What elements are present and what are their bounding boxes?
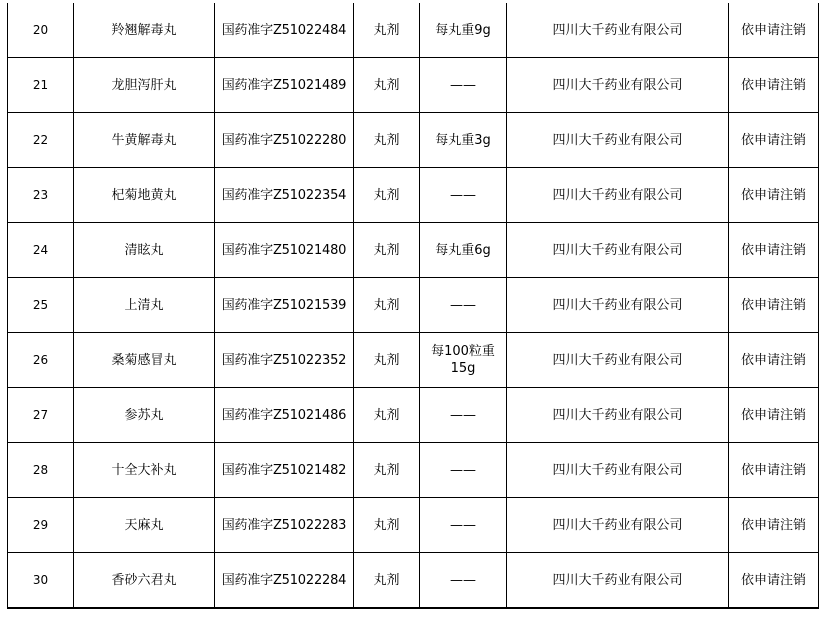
dosage-form: 丸剂 <box>354 443 420 498</box>
drug-name: 十全大补丸 <box>74 443 215 498</box>
cancellation-reason: 依申请注销 <box>729 443 819 498</box>
approval-number: 国药准字Z51021486 <box>215 388 354 443</box>
specification: 每100粒重15g <box>420 333 507 388</box>
company-name: 四川大千药业有限公司 <box>507 113 729 168</box>
cancellation-reason: 依申请注销 <box>729 3 819 58</box>
specification: —— <box>420 553 507 609</box>
specification: —— <box>420 498 507 553</box>
row-number: 30 <box>8 553 74 609</box>
cancellation-reason: 依申请注销 <box>729 388 819 443</box>
row-number: 27 <box>8 388 74 443</box>
specification: —— <box>420 168 507 223</box>
row-number: 21 <box>8 58 74 113</box>
cancellation-reason: 依申请注销 <box>729 168 819 223</box>
approval-number: 国药准字Z51022484 <box>215 3 354 58</box>
specification: —— <box>420 388 507 443</box>
dosage-form: 丸剂 <box>354 333 420 388</box>
table-row <box>8 3 819 58</box>
table-row <box>8 498 819 553</box>
specification: 每丸重3g <box>420 113 507 168</box>
company-name: 四川大千药业有限公司 <box>507 333 729 388</box>
row-number: 29 <box>8 498 74 553</box>
dosage-form: 丸剂 <box>354 223 420 278</box>
row-number: 25 <box>8 278 74 333</box>
table-row <box>8 553 819 609</box>
table-row <box>8 278 819 333</box>
dosage-form: 丸剂 <box>354 3 420 58</box>
dosage-form: 丸剂 <box>354 58 420 113</box>
approval-number: 国药准字Z51022280 <box>215 113 354 168</box>
cancellation-reason: 依申请注销 <box>729 223 819 278</box>
company-name: 四川大千药业有限公司 <box>507 498 729 553</box>
table-row <box>8 223 819 278</box>
table-row <box>8 168 819 223</box>
dosage-form: 丸剂 <box>354 168 420 223</box>
row-number: 22 <box>8 113 74 168</box>
drug-name: 牛黄解毒丸 <box>74 113 215 168</box>
company-name: 四川大千药业有限公司 <box>507 58 729 113</box>
table-row <box>8 388 819 443</box>
drug-name: 清眩丸 <box>74 223 215 278</box>
drug-name: 杞菊地黄丸 <box>74 168 215 223</box>
company-name: 四川大千药业有限公司 <box>507 3 729 58</box>
specification: —— <box>420 443 507 498</box>
drug-name: 天麻丸 <box>74 498 215 553</box>
company-name: 四川大千药业有限公司 <box>507 278 729 333</box>
specification: —— <box>420 58 507 113</box>
row-number: 23 <box>8 168 74 223</box>
dosage-form: 丸剂 <box>354 553 420 609</box>
approval-number: 国药准字Z51022283 <box>215 498 354 553</box>
row-number: 26 <box>8 333 74 388</box>
approval-number: 国药准字Z51021489 <box>215 58 354 113</box>
drug-name: 上清丸 <box>74 278 215 333</box>
table-row <box>8 443 819 498</box>
specification: 每丸重9g <box>420 3 507 58</box>
approval-number: 国药准字Z51022352 <box>215 333 354 388</box>
table-body <box>8 3 819 608</box>
cancellation-reason: 依申请注销 <box>729 278 819 333</box>
company-name: 四川大千药业有限公司 <box>507 168 729 223</box>
cancellation-reason: 依申请注销 <box>729 333 819 388</box>
cancellation-reason: 依申请注销 <box>729 113 819 168</box>
drug-name: 参苏丸 <box>74 388 215 443</box>
drug-registration-table <box>7 3 819 609</box>
cancellation-reason: 依申请注销 <box>729 553 819 609</box>
approval-number: 国药准字Z51021482 <box>215 443 354 498</box>
dosage-form: 丸剂 <box>354 498 420 553</box>
specification: —— <box>420 278 507 333</box>
company-name: 四川大千药业有限公司 <box>507 553 729 609</box>
table-row <box>8 58 819 113</box>
drug-name: 羚翘解毒丸 <box>74 3 215 58</box>
table-row <box>8 333 819 388</box>
dosage-form: 丸剂 <box>354 278 420 333</box>
company-name: 四川大千药业有限公司 <box>507 223 729 278</box>
row-number: 20 <box>8 3 74 58</box>
cancellation-reason: 依申请注销 <box>729 58 819 113</box>
company-name: 四川大千药业有限公司 <box>507 388 729 443</box>
cancellation-reason: 依申请注销 <box>729 498 819 553</box>
drug-name: 龙胆泻肝丸 <box>74 58 215 113</box>
approval-number: 国药准字Z51022354 <box>215 168 354 223</box>
row-number: 28 <box>8 443 74 498</box>
company-name: 四川大千药业有限公司 <box>507 443 729 498</box>
drug-name: 桑菊感冒丸 <box>74 333 215 388</box>
approval-number: 国药准字Z51021480 <box>215 223 354 278</box>
approval-number: 国药准字Z51022284 <box>215 553 354 609</box>
dosage-form: 丸剂 <box>354 113 420 168</box>
row-number: 24 <box>8 223 74 278</box>
approval-number: 国药准字Z51021539 <box>215 278 354 333</box>
drug-name: 香砂六君丸 <box>74 553 215 609</box>
dosage-form: 丸剂 <box>354 388 420 443</box>
table-row <box>8 113 819 168</box>
specification: 每丸重6g <box>420 223 507 278</box>
